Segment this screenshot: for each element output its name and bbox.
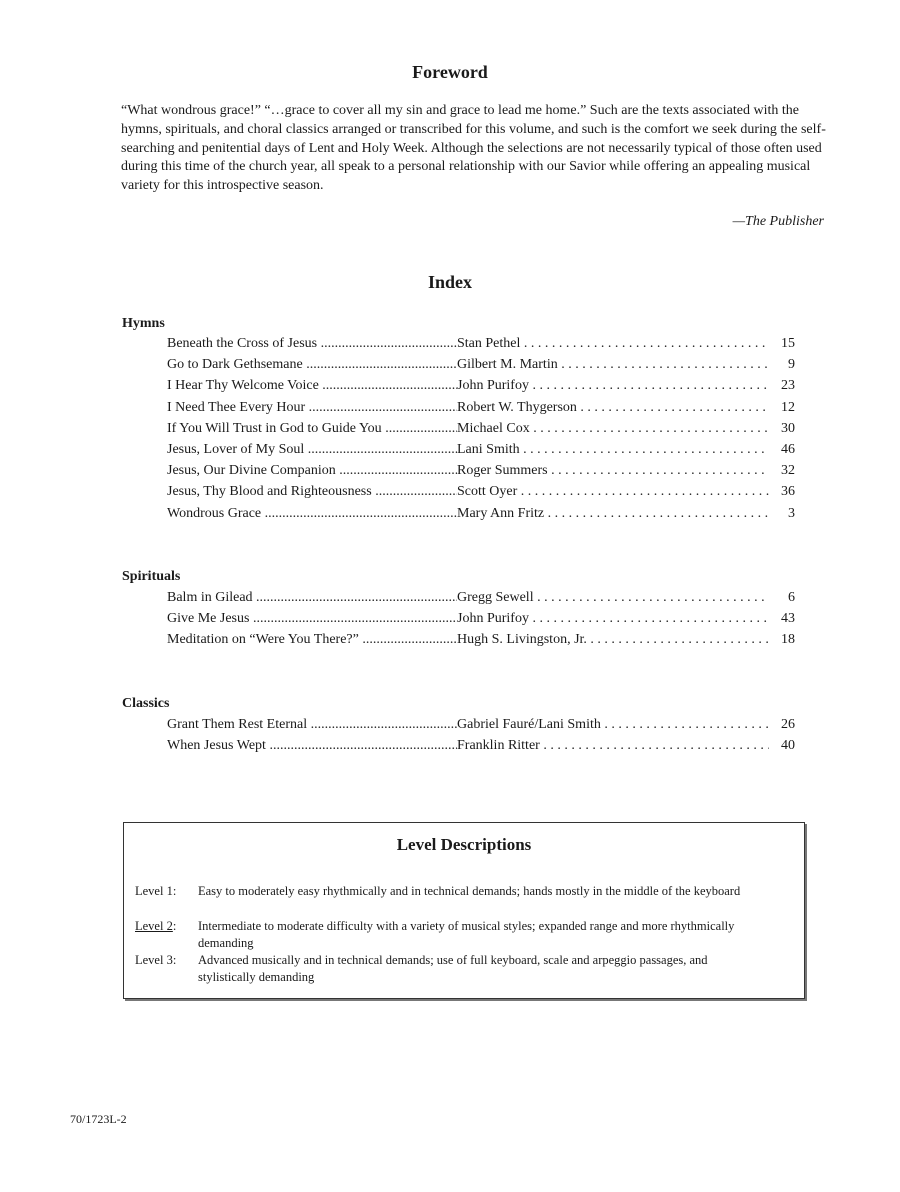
row-title: Grant Them Rest Eternal ..... [167, 717, 457, 733]
index-row [167, 611, 795, 632]
row-title: I Need Thee Every Hour ..... [167, 400, 457, 416]
row-arranger: Mary Ann Fritz . . . [457, 506, 772, 522]
row-arranger: Gregg Sewell . . . [457, 590, 772, 606]
level-item [135, 952, 775, 986]
row-arranger: Stan Pethel . . . [457, 336, 772, 352]
foreword-title: Foreword [412, 62, 488, 82]
index-row [167, 590, 795, 611]
row-page: 36 [769, 484, 795, 500]
row-page: 26 [769, 717, 795, 733]
row-title: When Jesus Wept ..... [167, 738, 457, 754]
level-item [135, 883, 775, 917]
row-arranger: John Purifoy . . . [457, 378, 772, 394]
row-title: Meditation on “Were You There?” ..... [167, 632, 457, 648]
foreword-paragraph: “What wondrous grace!” “…grace to cover all my sin and grace to lead me home.” Such are the texts associated with the hymns, spirituals, and choral classics arranged or transcribed for this volume, and such is the comfort we seek during the self-searching and penitential days of Lent and Holy Week. Although the selections are not necessarily typical of those often used during this time of the church year, all speak to a personal relationship with our Savior while offering an appealing musical variety for this introspective season. [121, 103, 826, 194]
row-page: 3 [769, 506, 795, 522]
row-arranger: Gabriel Fauré/Lani Smith . . . [457, 717, 772, 733]
row-arranger: Lani Smith . . . [457, 442, 772, 458]
section-label-classics: Classics [122, 696, 170, 711]
index-row [167, 336, 795, 357]
row-title: I Hear Thy Welcome Voice ..... [167, 378, 457, 394]
row-arranger: Scott Oyer . . . [457, 484, 772, 500]
row-title: If You Will Trust in God to Guide You ..... [167, 421, 457, 437]
index-row [167, 717, 795, 738]
row-arranger: Roger Summers . . . [457, 463, 772, 479]
level-item [135, 918, 775, 952]
row-title: Jesus, Thy Blood and Righteousness ..... [167, 484, 457, 500]
row-title: Beneath the Cross of Jesus ..... [167, 336, 457, 352]
row-arranger: Gilbert M. Martin . . . [457, 357, 772, 373]
index-row [167, 400, 795, 421]
foreword-signature: —The Publisher [732, 214, 824, 229]
level-description: Advanced musically and in technical demands; use of full keyboard, scale and arpeggio passages, and stylistically demanding [198, 953, 708, 984]
level-name: Level 1: [135, 884, 177, 898]
section-label-spirituals: Spirituals [122, 569, 181, 584]
row-page: 46 [769, 442, 795, 458]
level-name: Level 3: [135, 953, 177, 967]
index-row [167, 484, 795, 505]
index-row [167, 378, 795, 399]
level-description: Intermediate to moderate difficulty with a variety of musical styles; expanded range and more rhythmically demanding [198, 919, 735, 950]
row-title: Jesus, Our Divine Companion ..... [167, 463, 457, 479]
row-title: Balm in Gilead ..... [167, 590, 457, 606]
index-row [167, 738, 795, 759]
index-row [167, 442, 795, 463]
row-page: 12 [769, 400, 795, 416]
row-page: 43 [769, 611, 795, 627]
index-row [167, 632, 795, 653]
level-description: Easy to moderately easy rhythmically and in technical demands; hands mostly in the middle of the keyboard [198, 884, 741, 898]
catalog-code: 70/1723L-2 [70, 1112, 127, 1126]
index-row [167, 506, 795, 527]
row-arranger: John Purifoy . . . [457, 611, 772, 627]
index-row [167, 421, 795, 442]
row-page: 9 [769, 357, 795, 373]
row-page: 40 [769, 738, 795, 754]
row-page: 32 [769, 463, 795, 479]
row-title: Jesus, Lover of My Soul ..... [167, 442, 457, 458]
row-arranger: Franklin Ritter . . . [457, 738, 772, 754]
row-title: Give Me Jesus ..... [167, 611, 457, 627]
row-title: Go to Dark Gethsemane ..... [167, 357, 457, 373]
row-page: 18 [769, 632, 795, 648]
index-title: Index [427, 272, 472, 292]
row-page: 15 [769, 336, 795, 352]
row-arranger: Robert W. Thygerson . . . [457, 400, 772, 416]
index-row [167, 357, 795, 378]
row-arranger: Hugh S. Livingston, Jr. . . . [457, 632, 772, 648]
index-row [167, 463, 795, 484]
section-label-hymns: Hymns [122, 316, 165, 331]
row-title: Wondrous Grace ..... [167, 506, 457, 522]
row-arranger: Michael Cox . . . [457, 421, 772, 437]
level-descriptions-title: Level Descriptions [396, 835, 532, 854]
row-page: 30 [769, 421, 795, 437]
row-page: 6 [769, 590, 795, 606]
row-page: 23 [769, 378, 795, 394]
level-descriptions-box [123, 822, 805, 999]
level-name: Level 2: [135, 919, 177, 933]
